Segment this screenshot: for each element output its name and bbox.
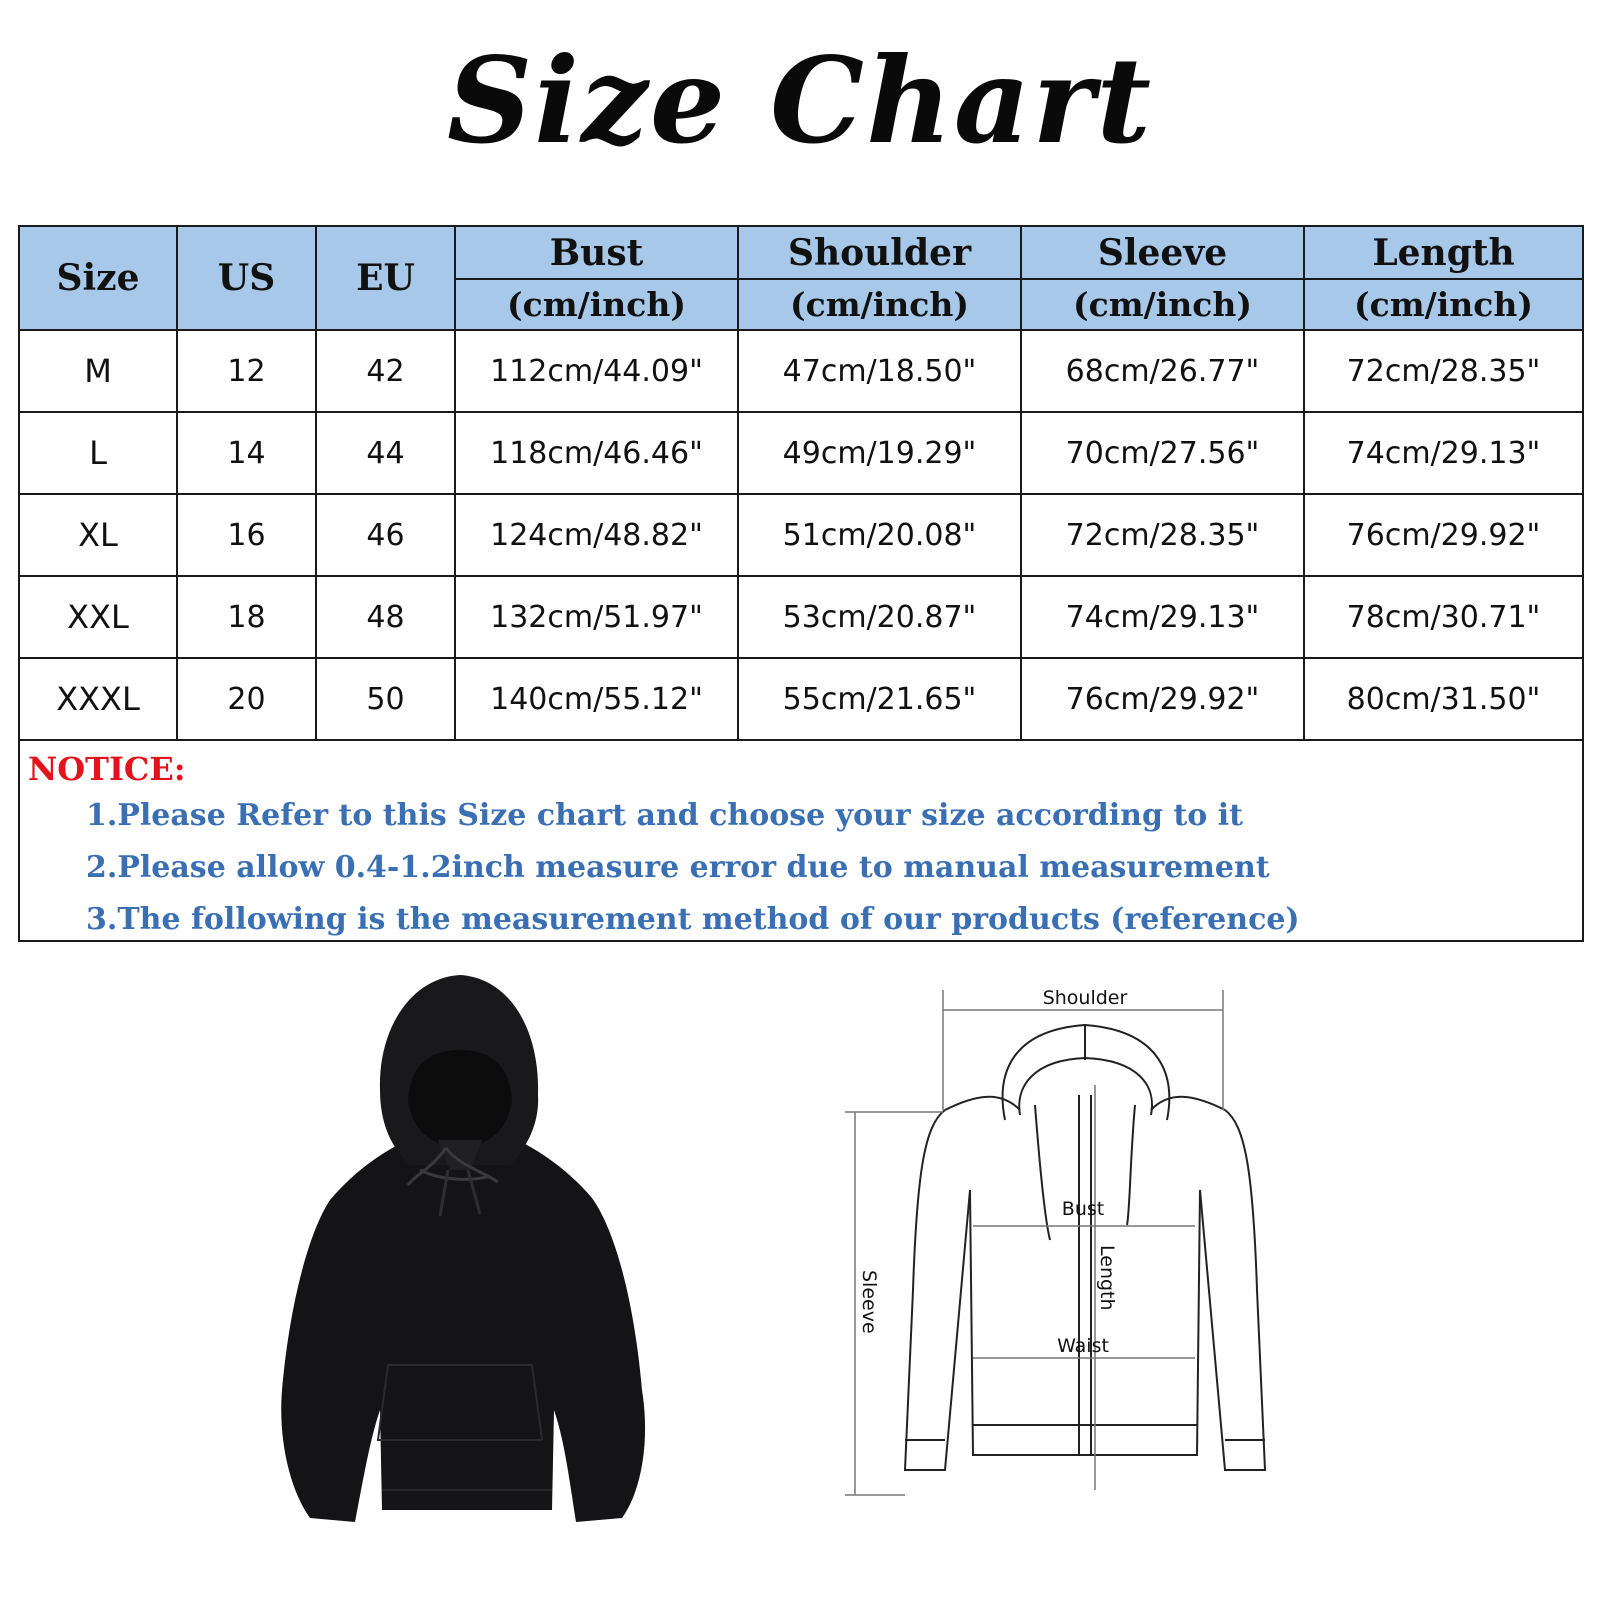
cell-length: 72cm/28.35" — [1304, 330, 1582, 412]
cell-size: L — [20, 412, 177, 494]
cell-length: 78cm/30.71" — [1304, 576, 1582, 658]
table-row — [20, 658, 1582, 740]
page-title: Size Chart — [446, 31, 1154, 170]
cell-sleeve: 68cm/26.77" — [1021, 330, 1304, 412]
header-length-unit: (cm/inch) — [1304, 279, 1582, 330]
table-row — [20, 576, 1582, 658]
notice-line: 3.The following is the measurement method of our products (reference) — [86, 902, 1300, 937]
header-shoulder-unit: (cm/inch) — [738, 279, 1021, 330]
cell-shoulder: 51cm/20.08" — [738, 494, 1021, 576]
measurement-diagram — [845, 990, 1315, 1550]
cell-eu: 42 — [316, 330, 455, 412]
cell-eu: 48 — [316, 576, 455, 658]
cell-us: 20 — [177, 658, 316, 740]
bust-label: Bust — [1061, 1198, 1105, 1220]
notice-line: 2.Please allow 0.4-1.2inch measure error due to manual measurement — [86, 850, 1270, 885]
cell-us: 14 — [177, 412, 316, 494]
cell-shoulder: 55cm/21.65" — [738, 658, 1021, 740]
cell-length: 80cm/31.50" — [1304, 658, 1582, 740]
length-label: Length — [1096, 1245, 1118, 1311]
header-us: US — [177, 227, 316, 330]
size-chart — [18, 225, 1584, 942]
cell-eu: 50 — [316, 658, 455, 740]
cell-bust: 124cm/48.82" — [455, 494, 738, 576]
cell-length: 74cm/29.13" — [1304, 412, 1582, 494]
cell-shoulder: 53cm/20.87" — [738, 576, 1021, 658]
cell-bust: 140cm/55.12" — [455, 658, 738, 740]
cell-bust: 112cm/44.09" — [455, 330, 738, 412]
cell-size: XL — [20, 494, 177, 576]
size-table — [20, 227, 1582, 741]
cell-eu: 44 — [316, 412, 455, 494]
cell-bust: 118cm/46.46" — [455, 412, 738, 494]
notice-heading: NOTICE: — [28, 750, 186, 788]
cell-us: 18 — [177, 576, 316, 658]
cell-sleeve: 70cm/27.56" — [1021, 412, 1304, 494]
table-row — [20, 412, 1582, 494]
notice-line: 1.Please Refer to this Size chart and choose your size according to it — [86, 798, 1243, 833]
notice-section — [20, 738, 1582, 942]
cell-sleeve: 72cm/28.35" — [1021, 494, 1304, 576]
cell-eu: 46 — [316, 494, 455, 576]
cell-us: 16 — [177, 494, 316, 576]
header-length: Length — [1304, 227, 1582, 279]
cell-size: XXXL — [20, 658, 177, 740]
sleeve-label: Sleeve — [858, 1270, 880, 1334]
header-size: Size — [20, 227, 177, 330]
header-bust: Bust — [455, 227, 738, 279]
header-sleeve: Sleeve — [1021, 227, 1304, 279]
table-row — [20, 494, 1582, 576]
cell-length: 76cm/29.92" — [1304, 494, 1582, 576]
hoodie-product-image — [270, 970, 650, 1540]
header-bust-unit: (cm/inch) — [455, 279, 738, 330]
header-shoulder: Shoulder — [738, 227, 1021, 279]
header-sleeve-unit: (cm/inch) — [1021, 279, 1304, 330]
cell-sleeve: 74cm/29.13" — [1021, 576, 1304, 658]
cell-sleeve: 76cm/29.92" — [1021, 658, 1304, 740]
table-row — [20, 330, 1582, 412]
header-eu: EU — [316, 227, 455, 330]
shoulder-label: Shoulder — [1042, 990, 1128, 1009]
cell-size: M — [20, 330, 177, 412]
cell-us: 12 — [177, 330, 316, 412]
cell-shoulder: 49cm/19.29" — [738, 412, 1021, 494]
cell-bust: 132cm/51.97" — [455, 576, 738, 658]
cell-size: XXL — [20, 576, 177, 658]
cell-shoulder: 47cm/18.50" — [738, 330, 1021, 412]
waist-label: Waist — [1057, 1335, 1109, 1357]
